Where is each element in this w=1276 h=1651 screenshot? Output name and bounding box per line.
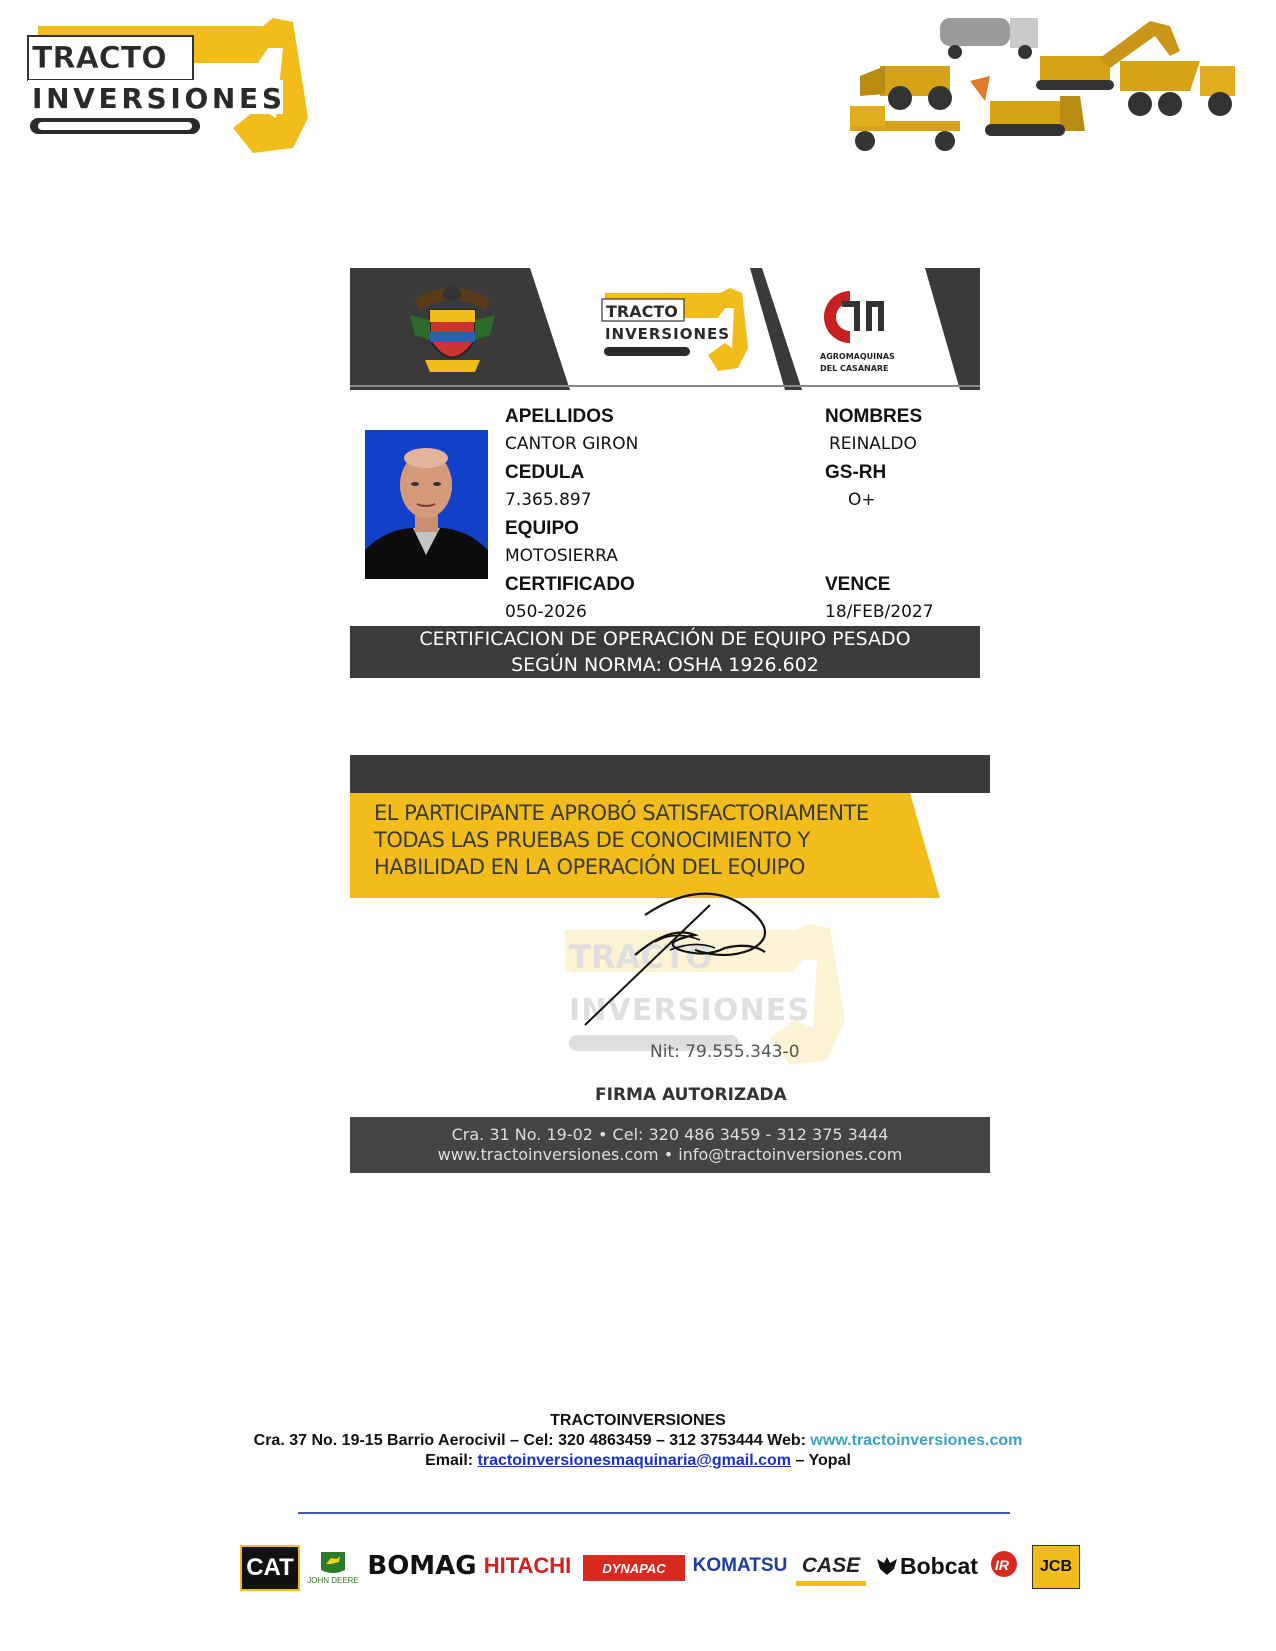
vence-label: VENCE xyxy=(825,574,891,595)
brand-john-deere-text: JOHN DEERE xyxy=(307,1575,359,1585)
equipo-label: EQUIPO xyxy=(505,518,579,539)
id-card xyxy=(350,268,980,678)
banner-line2: SEGÚN NORMA: OSHA 1926.602 xyxy=(511,654,819,676)
coat-of-arms-icon xyxy=(405,280,500,380)
rh-label: GS-RH xyxy=(825,462,887,483)
nit-number: Nit: 79.555.343-0 xyxy=(650,1042,800,1062)
footer-email-link[interactable]: tractoinversionesmaquinaria@gmail.com xyxy=(477,1452,792,1469)
apellidos-value: CANTOR GIRON xyxy=(505,434,639,454)
brand-case: CASE xyxy=(796,1551,866,1586)
approval-card xyxy=(350,755,990,1173)
bobcat-icon xyxy=(874,1553,900,1579)
watermark-line1: TRACTO xyxy=(569,938,713,976)
deer-icon xyxy=(319,1548,347,1576)
partner-line1: AGROMAQUINAS xyxy=(820,352,895,361)
footer-email-label: Email: xyxy=(425,1452,478,1469)
watermark-line2: INVERSIONES xyxy=(569,993,809,1028)
logo-line1: TRACTO xyxy=(32,41,167,76)
company-logo xyxy=(18,8,308,158)
approval-line2: TODAS LAS PRUEBAS DE CONOCIMIENTO Y xyxy=(374,828,810,852)
approval-top-band xyxy=(350,755,990,793)
footer-divider xyxy=(298,1512,1010,1514)
brand-john-deere xyxy=(302,1545,364,1587)
approval-contact-line2: www.tractoinversiones.com • info@tractoinversiones.com xyxy=(437,1145,903,1164)
brand-bomag: BOMAG xyxy=(367,1551,477,1581)
brand-bobcat xyxy=(874,1545,978,1587)
certificado-value: 050-2026 xyxy=(505,602,587,622)
approval-statement xyxy=(374,800,869,881)
footer-web-link[interactable]: www.tractoinversiones.com xyxy=(810,1432,1023,1449)
brand-dynapac: DYNAPAC xyxy=(583,1555,685,1581)
brand-logos xyxy=(240,1545,1110,1593)
brand-komatsu: KOMATSU xyxy=(692,1555,788,1576)
logo-line2: INVERSIONES xyxy=(32,82,282,115)
approval-contact-band xyxy=(350,1117,990,1173)
certification-banner xyxy=(350,626,980,678)
card-company-logo xyxy=(600,283,750,378)
nombres-label: NOMBRES xyxy=(825,406,923,427)
brand-bobcat-text: Bobcat xyxy=(900,1552,978,1579)
vence-value: 18/FEB/2027 xyxy=(825,602,934,622)
brand-jcb: JCB xyxy=(1032,1545,1080,1589)
equipo-value: MOTOSIERRA xyxy=(505,546,618,566)
cedula-value: 7.365.897 xyxy=(505,490,592,510)
rh-value: O+ xyxy=(848,490,876,510)
cedula-label: CEDULA xyxy=(505,462,585,483)
footer-address-text: Cra. 37 No. 19-15 Barrio Aerocivil – Cel: 320 4863459 – 312 3753444 Web: xyxy=(253,1432,811,1449)
footer-company: TRACTOINVERSIONES xyxy=(550,1412,726,1429)
brand-ir-text: IR xyxy=(995,1557,1009,1573)
footer-address xyxy=(0,1432,1276,1450)
brand-cat: CAT xyxy=(240,1545,300,1591)
apellidos-label: APELLIDOS xyxy=(505,406,614,427)
footer-city: – Yopal xyxy=(791,1452,851,1469)
authorized-signature-label: FIRMA AUTORIZADA xyxy=(595,1085,787,1105)
footer-email-row xyxy=(0,1452,1276,1470)
approval-line1: EL PARTICIPANTE APROBÓ SATISFACTORIAMENTE xyxy=(374,801,869,825)
signature xyxy=(575,880,795,1030)
card-header xyxy=(350,268,980,390)
approval-contact-line1: Cra. 31 No. 19-02 • Cel: 320 486 3459 - 312 375 3444 xyxy=(451,1125,889,1144)
brand-ingersoll-rand xyxy=(984,1545,1024,1587)
card-logo-line1: TRACTO xyxy=(606,302,678,321)
holder-photo xyxy=(365,430,488,579)
nombres-value: REINALDO xyxy=(829,434,917,454)
partner-line2: DEL CASANARE xyxy=(820,364,889,373)
banner-line1: CERTIFICACION DE OPERACIÓN DE EQUIPO PESADO xyxy=(419,628,911,650)
certificado-label: CERTIFICADO xyxy=(505,574,635,595)
approval-line3: HABILIDAD EN LA OPERACIÓN DEL EQUIPO xyxy=(374,855,805,879)
card-logo-line2: INVERSIONES xyxy=(605,325,729,343)
partner-logo xyxy=(810,283,920,378)
brand-hitachi: HITACHI xyxy=(483,1553,572,1578)
machinery-illustration xyxy=(840,6,1250,176)
